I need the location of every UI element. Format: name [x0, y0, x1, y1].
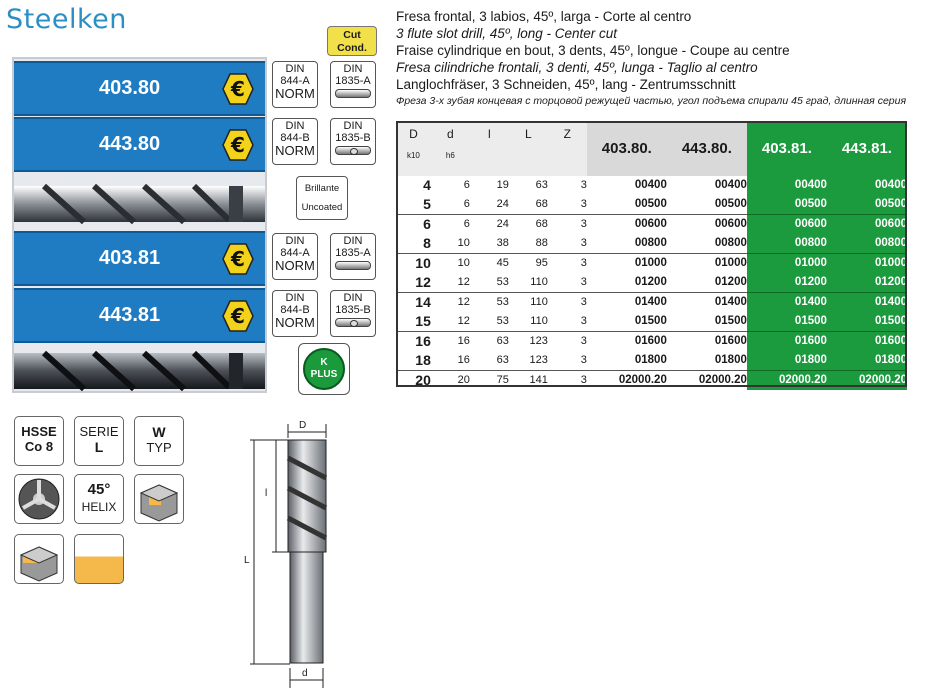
cell-l: 24: [496, 218, 509, 230]
band-443-80: [14, 117, 265, 172]
cell-D: 8: [396, 234, 431, 254]
din-number: 844-B: [280, 131, 310, 144]
end-mill-uncoated-image: [14, 180, 265, 228]
cell-article-403-81: 01200: [747, 273, 827, 293]
cell-article-403-80: 01600: [587, 332, 667, 352]
cell-article-403-81: 01500: [747, 312, 827, 332]
svg-text:€: €: [231, 133, 245, 157]
cell-Z: 3: [580, 335, 587, 347]
cell-D: 14: [415, 294, 431, 310]
cell-article-443-80: 01200: [667, 273, 747, 293]
desc-ru: Фреза 3-х зубая концевая с торцовой режущей частью, угол подъема спирали 45 град, длинная серия: [396, 95, 907, 107]
series-badge: [74, 416, 124, 466]
material-badge: [14, 416, 64, 466]
cell-article-403-80: 00400: [587, 176, 667, 195]
helix-angle: 45°: [87, 481, 111, 498]
band-code: 403.81: [99, 247, 161, 269]
header-443-81: 443.81.: [827, 121, 907, 176]
header-l: l: [470, 121, 509, 176]
dim-D-label: D: [299, 420, 307, 431]
din-norm: NORM: [275, 143, 315, 158]
cell-article-403-80: 00600: [587, 215, 667, 235]
cell-article-403-80: 01500: [587, 312, 667, 332]
header-D: D k10: [396, 121, 431, 176]
dim-d-label: d: [302, 668, 308, 679]
table-row: [396, 234, 907, 254]
euro-icon: [222, 243, 254, 275]
desc-de: Langlochfräser, 3 Schneiden, 45º, lang - Zentrumsschnitt: [396, 77, 736, 92]
cell-article-403-81: 00500: [747, 195, 827, 215]
cell-l: 63: [496, 335, 509, 347]
din-label: DIN: [343, 292, 363, 304]
kplus-line2: PLUS: [310, 369, 338, 380]
euro-icon: [222, 73, 254, 105]
din-norm: NORM: [275, 86, 315, 101]
din-label: DIN: [285, 235, 305, 247]
din-1835b-badge: [330, 118, 376, 165]
header-d: d h6: [431, 121, 470, 176]
table-row: [396, 312, 907, 332]
shank-weldon-icon: [335, 146, 371, 155]
cell-d: 10: [431, 234, 470, 254]
cell-article-443-80: 02000.20: [667, 371, 747, 391]
shank-weldon-icon: [335, 318, 371, 327]
material-line1: HSSE: [21, 424, 57, 439]
cell-l: 53: [470, 273, 509, 293]
series-line1: SERIE: [79, 424, 119, 439]
desc-es: Fresa frontal, 3 labios, 45º, larga - Corte al centro: [396, 9, 692, 24]
coating-line1: Brillante: [304, 183, 340, 194]
product-description: [396, 8, 932, 110]
cell-article-443-81: 00400: [827, 176, 907, 195]
cell-L: 68: [535, 218, 548, 230]
table-row: [396, 293, 907, 313]
cell-L: 110: [509, 273, 548, 293]
cell-Z: 3: [548, 195, 587, 215]
cell-article-443-81: 01500: [827, 312, 907, 332]
cell-D: 16: [415, 333, 431, 349]
din-norm: NORM: [275, 315, 315, 330]
din-label: DIN: [285, 120, 305, 132]
shank-plain-icon: [335, 261, 371, 270]
din-844a-badge: [272, 233, 318, 280]
coating-badge: [296, 176, 348, 220]
kplus-badge: [303, 348, 345, 390]
helix-label: HELIX: [81, 500, 117, 514]
cut-badge-line1: Cut: [343, 29, 361, 41]
din-norm: NORM: [275, 258, 315, 273]
din-1835a-badge: [330, 233, 376, 280]
din-number: 844-A: [280, 246, 310, 259]
cell-D: 18: [396, 351, 431, 371]
cell-D: 4: [423, 177, 431, 193]
header-403-81: 403.81.: [747, 121, 827, 176]
kplus-line1: K: [320, 357, 328, 368]
three-flute-icon: [14, 474, 64, 524]
table-row: [396, 371, 907, 391]
cut-badge-line2: Cond.: [337, 42, 367, 54]
cell-article-403-81: 00800: [747, 234, 827, 254]
din-number: 1835-A: [335, 246, 371, 259]
cell-D: 5: [396, 195, 431, 215]
desc-it: Fresa cilindriche frontali, 3 denti, 45º, lunga - Taglio al centro: [396, 60, 758, 75]
svg-text:€: €: [231, 77, 245, 101]
euro-icon: [222, 300, 254, 332]
header-L: L: [509, 121, 548, 176]
cell-l: 45: [496, 257, 509, 269]
cell-L: 110: [509, 312, 548, 332]
cell-article-443-81: 01600: [827, 332, 907, 352]
coating-line2: Uncoated: [301, 202, 343, 213]
band-403-80: [14, 61, 265, 116]
table-header: [396, 121, 907, 176]
cell-L: 110: [530, 296, 548, 308]
cell-article-403-80: 02000.20: [587, 371, 667, 391]
cell-article-403-81: 00400: [747, 176, 827, 195]
din-label: DIN: [285, 63, 305, 75]
cell-article-403-81: 01400: [747, 293, 827, 313]
cell-Z: 3: [548, 273, 587, 293]
din-844b-badge: [272, 290, 318, 337]
cell-article-443-80: 00400: [667, 176, 747, 195]
table-row: [396, 254, 907, 274]
band-443-81: [14, 288, 265, 343]
cell-article-443-81: 01800: [827, 351, 907, 371]
cell-article-443-80: 01600: [667, 332, 747, 352]
cell-article-403-81: 01600: [747, 332, 827, 352]
cell-article-443-80: 01000: [667, 254, 747, 274]
cell-article-403-81: 01800: [747, 351, 827, 371]
cell-article-403-80: 01000: [587, 254, 667, 274]
cell-article-403-80: 01200: [587, 273, 667, 293]
cell-Z: 3: [548, 312, 587, 332]
cell-l: 53: [470, 312, 509, 332]
cell-article-443-81: 01200: [827, 273, 907, 293]
cell-d: 6: [431, 195, 470, 215]
desc-fr: Fraise cylindrique en bout, 3 dents, 45º, longue - Coupe au centre: [396, 43, 790, 58]
cell-Z: 3: [580, 179, 587, 191]
cell-d: 16: [457, 335, 470, 347]
series-line2: L: [94, 439, 104, 455]
material-group-icon: [74, 534, 124, 584]
table-row: [396, 351, 907, 371]
cell-d: 10: [457, 257, 470, 269]
cell-article-403-81: 02000.20: [747, 371, 827, 391]
cell-l: 19: [496, 179, 509, 191]
band-403-81: [14, 231, 265, 286]
din-number: 1835-A: [335, 74, 371, 87]
svg-text:€: €: [231, 304, 245, 328]
cut-condition-badge: [327, 26, 377, 56]
cell-D: 12: [396, 273, 431, 293]
cell-article-403-81: 00600: [747, 215, 827, 235]
cell-article-443-81: 00600: [827, 215, 907, 235]
cell-D: 20: [415, 372, 431, 388]
cell-D: 15: [396, 312, 431, 332]
cell-article-403-80: 00800: [587, 234, 667, 254]
dimension-drawing: [240, 418, 340, 696]
product-panel: [12, 57, 267, 393]
din-label: DIN: [343, 120, 363, 132]
slot-cut-icon: [134, 474, 184, 524]
band-code: 443.81: [99, 304, 161, 326]
table-row: [396, 273, 907, 293]
cell-d: 20: [457, 374, 470, 386]
svg-text:€: €: [231, 247, 245, 271]
cell-article-443-80: 01800: [667, 351, 747, 371]
cell-d: 12: [457, 296, 470, 308]
cell-Z: 3: [548, 351, 587, 371]
end-mill-coated-image: [14, 347, 265, 395]
header-Z: Z: [548, 121, 587, 176]
cell-article-443-80: 01500: [667, 312, 747, 332]
din-1835a-badge: [330, 61, 376, 108]
brand-logo: Steelken: [6, 4, 127, 35]
table-row: [396, 195, 907, 215]
cell-article-443-81: 00800: [827, 234, 907, 254]
cell-article-443-81: 01000: [827, 254, 907, 274]
cell-article-443-80: 00600: [667, 215, 747, 235]
shank-plain-icon: [335, 89, 371, 98]
din-1835b-badge: [330, 290, 376, 337]
dim-l-label: l: [265, 488, 268, 499]
cell-article-403-81: 01000: [747, 254, 827, 274]
cell-article-443-80: 00800: [667, 234, 747, 254]
cell-L: 68: [509, 195, 548, 215]
cell-article-443-81: 01400: [827, 293, 907, 313]
table-row: [396, 215, 907, 235]
cell-l: 53: [496, 296, 509, 308]
cell-L: 123: [509, 351, 548, 371]
band-code: 443.80: [99, 133, 161, 155]
helix-badge: [74, 474, 124, 524]
cell-L: 141: [529, 374, 548, 386]
cell-article-403-80: 01400: [587, 293, 667, 313]
header-403-80: 403.80.: [587, 121, 667, 176]
shoulder-cut-icon: [14, 534, 64, 584]
cell-L: 95: [535, 257, 548, 269]
din-number: 844-B: [280, 303, 310, 316]
cell-Z: 3: [580, 296, 587, 308]
cell-Z: 3: [580, 257, 587, 269]
cell-l: 38: [470, 234, 509, 254]
cell-Z: 3: [580, 218, 587, 230]
din-number: 1835-B: [335, 303, 371, 316]
cell-Z: 3: [548, 234, 587, 254]
type-line1: W: [152, 424, 166, 440]
dim-L-label: L: [244, 555, 250, 566]
cell-l: 75: [496, 374, 509, 386]
cell-l: 24: [470, 195, 509, 215]
cell-L: 88: [509, 234, 548, 254]
cell-d: 6: [463, 179, 470, 191]
din-label: DIN: [285, 292, 305, 304]
din-number: 1835-B: [335, 131, 371, 144]
cell-article-443-81: 00500: [827, 195, 907, 215]
table-row: [396, 332, 907, 352]
cell-d: 12: [431, 312, 470, 332]
dimensions-table: [396, 121, 907, 390]
material-line2: Co 8: [24, 439, 54, 454]
din-844a-badge: [272, 61, 318, 108]
cell-D: 6: [423, 216, 431, 232]
cell-article-403-80: 00500: [587, 195, 667, 215]
cell-L: 123: [529, 335, 548, 347]
cell-d: 12: [431, 273, 470, 293]
cell-article-403-80: 01800: [587, 351, 667, 371]
header-443-80: 443.80.: [667, 121, 747, 176]
cell-article-443-81: 02000.20: [827, 371, 907, 391]
din-label: DIN: [343, 235, 363, 247]
type-line2: TYP: [146, 440, 172, 455]
cell-article-443-80: 00500: [667, 195, 747, 215]
cell-article-443-80: 01400: [667, 293, 747, 313]
cell-D: 10: [415, 255, 431, 271]
type-badge: [134, 416, 184, 466]
din-label: DIN: [343, 63, 363, 75]
cell-l: 63: [470, 351, 509, 371]
din-844b-badge: [272, 118, 318, 165]
desc-en: 3 flute slot drill, 45º, long - Center cut: [396, 26, 618, 41]
cell-d: 16: [431, 351, 470, 371]
cell-L: 63: [535, 179, 548, 191]
table-row: [396, 176, 907, 195]
din-number: 844-A: [280, 74, 310, 87]
band-code: 403.80: [99, 77, 161, 99]
cell-Z: 3: [580, 374, 587, 386]
euro-icon: [222, 129, 254, 161]
cell-d: 6: [463, 218, 470, 230]
